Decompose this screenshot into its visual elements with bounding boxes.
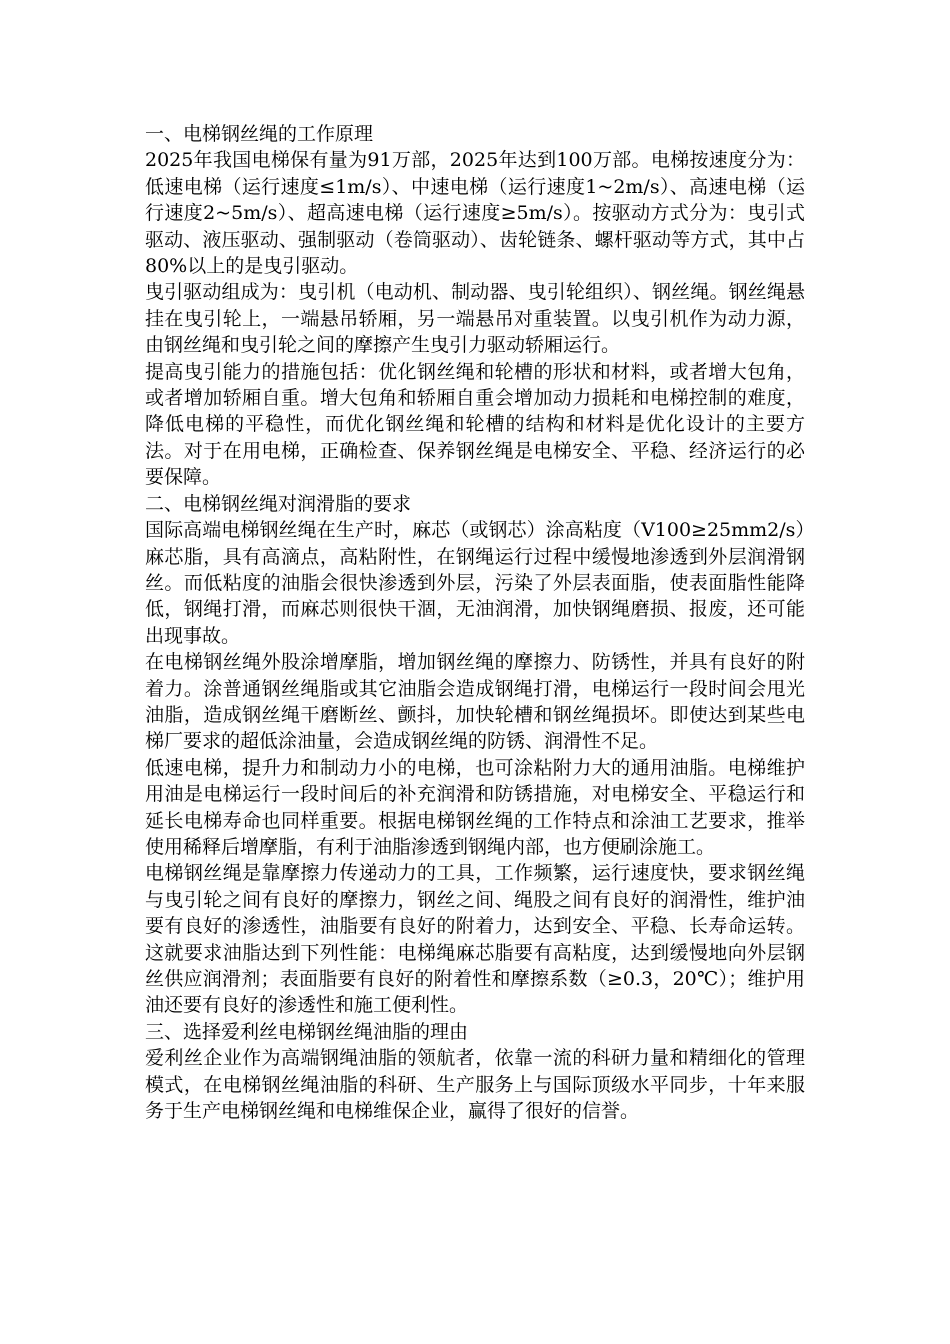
paragraph: 低速电梯，提升力和制动力小的电梯，也可涂粘附力大的通用油脂。电梯维护用油是电梯运行一段时间后的补充润滑和防锈措施，对电梯安全、平稳运行和延长电梯寿命也同样重要。根据电梯钢丝绳的工作特点和涂油工艺要求，推举使用稀释后增摩脂，有利于油脂渗透到钢绳内部，也方便刷涂施工。 (145, 756, 805, 858)
paragraph: 曳引驱动组成为：曳引机（电动机、制动器、曳引轮组织）、钢丝绳。钢丝绳悬挂在曳引轮上，一端悬吊轿厢，另一端悬吊对重装置。以曳引机作为动力源，由钢丝绳和曳引轮之间的摩擦产生曳引力驱动轿厢运行。 (145, 281, 805, 357)
paragraph: 电梯钢丝绳是靠摩擦力传递动力的工具，工作频繁，运行速度快，要求钢丝绳与曳引轮之间有良好的摩擦力，钢丝之间、绳股之间有良好的润滑性，维护油要有良好的渗透性，油脂要有良好的附着力，达到安全、平稳、长寿命运转。这就要求油脂达到下列性能：电梯绳麻芯脂要有高粘度，达到缓慢地向外层钢丝供应润滑剂；表面脂要有良好的附着性和摩擦系数（≥0.3，20℃）；维护用油还要有良好的渗透性和施工便利性。 (145, 862, 805, 1017)
section-heading-1: 一、电梯钢丝绳的工作原理 (145, 123, 374, 145)
document-body (145, 121, 805, 1124)
paragraph: 爱利丝企业作为高端钢绳油脂的领航者，依靠一流的科研力量和精细化的管理模式，在电梯钢丝绳油脂的科研、生产服务上与国际顶级水平同步，十年来服务于生产电梯钢丝绳和电梯维保企业，赢得了很好的信誉。 (145, 1047, 805, 1123)
section-heading-3: 三、选择爱利丝电梯钢丝绳油脂的理由 (145, 1020, 469, 1043)
section-heading-2: 二、电梯钢丝绳对润滑脂的要求 (145, 492, 412, 515)
paragraph: 国际高端电梯钢丝绳在生产时，麻芯（或钢芯）涂高粘度（V100≥25mm2/s）麻芯脂，具有高滴点，高粘附性，在钢绳运行过程中缓慢地渗透到外层润滑钢丝。而低粘度的油脂会很快渗透到外层，污染了外层表面脂，使表面脂性能降低，钢绳打滑，而麻芯则很快干涸，无油润滑，加快钢绳磨损、报废，还可能出现事故。 (145, 519, 805, 647)
paragraph: 2025年我国电梯保有量为91万部，2025年达到100万部。电梯按速度分为：低速电梯（运行速度≤1m/s）、中速电梯（运行速度1~2m/s）、高速电梯（运行速度2~5m/s）、超高速电梯（运行速度≥5m/s）。按驱动方式分为：曳引式驱动、液压驱动、强制驱动（卷筒驱动）、齿轮链条、螺杆驱动等方式，其中占80%以上的是曳引驱动。 (145, 149, 805, 278)
paragraph: 在电梯钢丝绳外股涂增摩脂，增加钢丝绳的摩擦力、防锈性，并具有良好的附着力。涂普通钢丝绳脂或其它油脂会造成钢绳打滑，电梯运行一段时间会甩光油脂，造成钢丝绳干磨断丝、颤抖，加快轮槽和钢丝绳损坏。即使达到某些电梯厂要求的超低涂油量，会造成钢丝绳的防锈、润滑性不足。 (145, 651, 805, 753)
paragraph: 提高曳引能力的措施包括：优化钢丝绳和轮槽的形状和材料，或者增大包角，或者增加轿厢自重。增大包角和轿厢自重会增加动力损耗和电梯控制的难度，降低电梯的平稳性，而优化钢丝绳和轮槽的结构和材料是优化设计的主要方法。对于在用电梯，正确检查、保养钢丝绳是电梯安全、平稳、经济运行的必要保障。 (145, 360, 805, 489)
